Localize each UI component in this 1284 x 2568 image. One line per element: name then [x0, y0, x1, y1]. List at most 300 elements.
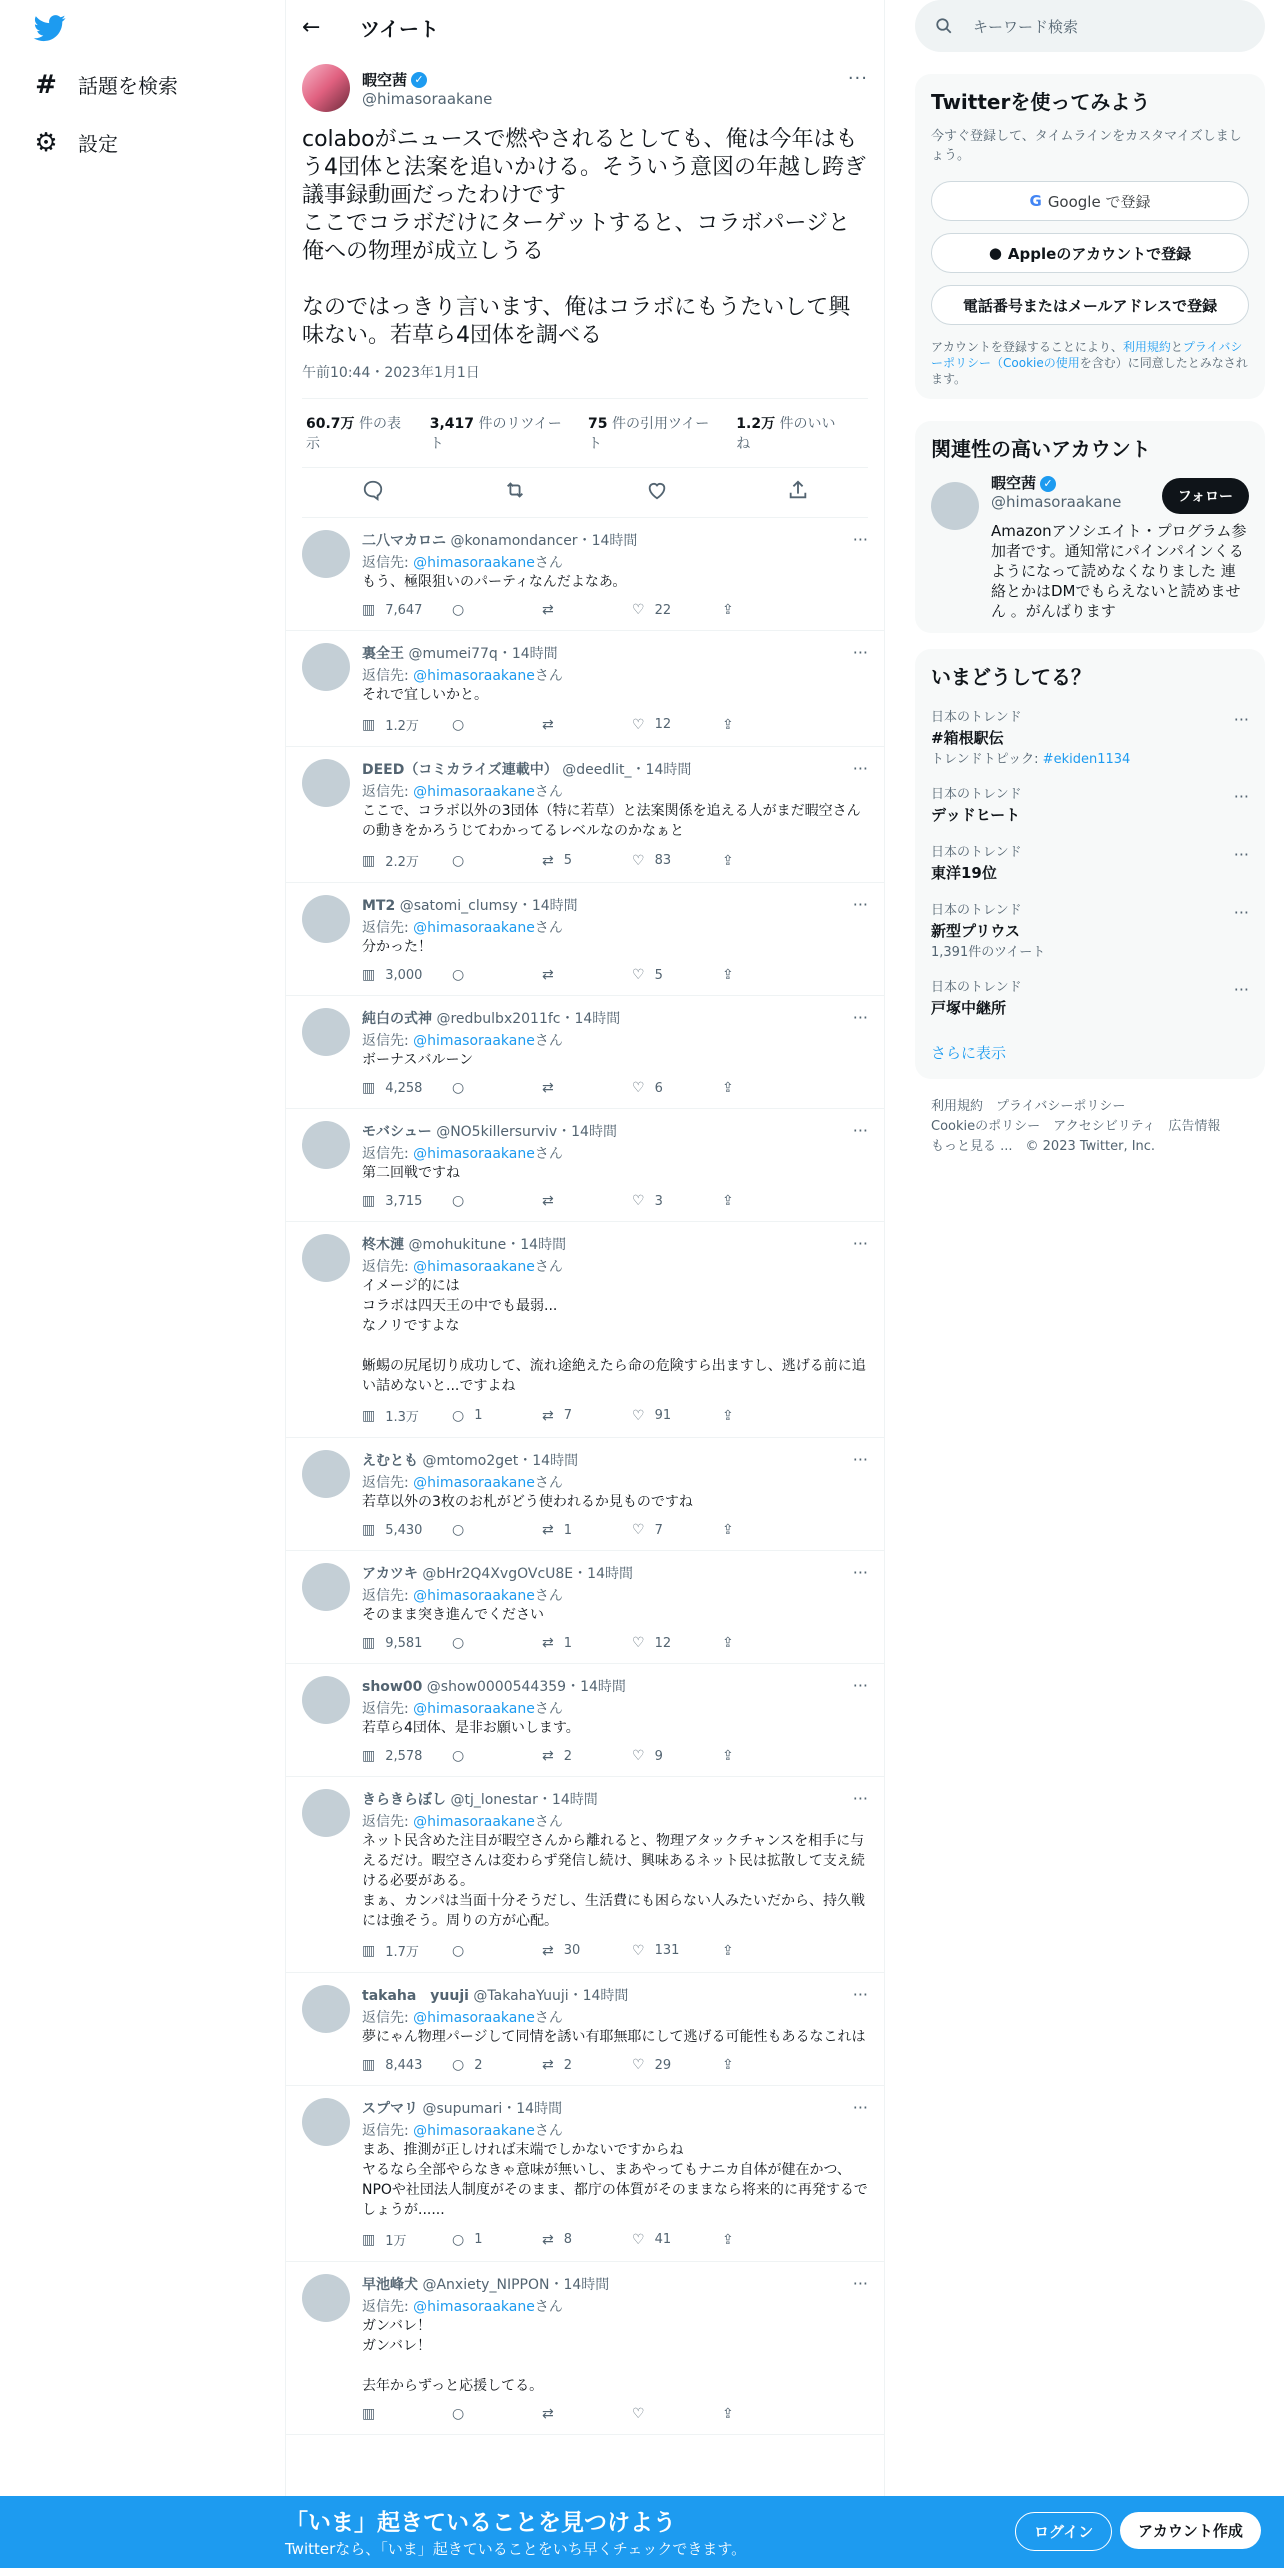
analytics-icon: ▥	[362, 1942, 376, 1959]
reply-tweet[interactable]: ··· takaha yuuji @TakahaYuuji・14時間 返信先: @himasoraakaneさん 夢にゃん物理パージして同情を誘い有耶無耶にして逃げる可能性もあるなこれは ▥ 8,443 ○ 2 ⇄ 2 ♡ 29 ⇪	[286, 1973, 884, 2086]
retweet-action[interactable]	[542, 602, 632, 618]
retweet-action[interactable]: ⇄ 1	[542, 1522, 573, 1538]
account-card[interactable]	[931, 472, 1249, 621]
reply-author-name[interactable]: スプマリ	[362, 2101, 418, 2117]
like-icon: ♡	[632, 967, 645, 983]
account-name[interactable]: 暇空茜	[991, 474, 1037, 492]
reply-time[interactable]: 14時間	[582, 1988, 629, 2004]
tweet-text: colaboがニュースで燃やされるとしても、俺は今年はもう4団体と法案を追いかける。そういう意図の年越し跨ぎ議事録動画だったわけです ここでコラボだけにターゲットすると、コラボパージと俺への物理が成立しうる なのではっきり言います、俺はコラボにもうたいして興味ない。若草ら4団体を調べる	[302, 127, 866, 348]
avatar[interactable]	[302, 1985, 350, 2033]
more-options-icon[interactable]: ···	[1233, 787, 1249, 806]
mention-link[interactable]: @himasoraakane	[413, 2123, 535, 2139]
reply-action[interactable]	[452, 967, 542, 983]
more-options-icon[interactable]: ···	[852, 1563, 868, 1582]
like-icon: ♡	[632, 602, 645, 618]
share-action[interactable]	[722, 851, 812, 870]
analytics-icon: ▥	[362, 967, 376, 983]
reply-author-handle[interactable]: @bHr2Q4XvgOVcU8E	[422, 1566, 574, 1582]
twitter-logo-icon[interactable]	[32, 12, 68, 44]
footer-line[interactable]: Cookieのポリシー アクセシビリティ 広告情報	[931, 1119, 1221, 1134]
reply-action[interactable]	[452, 2406, 542, 2422]
more-options-icon[interactable]: ···	[1233, 903, 1249, 922]
reply-action[interactable]: ○ 1	[452, 1407, 483, 1424]
share-action[interactable]	[722, 1406, 812, 1425]
more-options-icon[interactable]: ···	[847, 68, 868, 89]
reply-icon: ○	[452, 1635, 465, 1651]
avatar[interactable]	[302, 895, 350, 943]
avatar[interactable]	[302, 1008, 350, 1056]
mention-link[interactable]: @himasoraakane	[413, 1814, 535, 1830]
reply-icon: ○	[452, 1407, 465, 1424]
more-options-icon[interactable]: ···	[852, 1789, 868, 1808]
reply-to: 返信先: @himasoraakaneさん	[362, 668, 563, 684]
signup-sub: 今すぐ登録して、タイムラインをカスタマイズしましょう。	[931, 129, 1242, 163]
reply-author-name[interactable]: 柊木漣	[362, 1237, 404, 1253]
more-options-icon[interactable]: ···	[852, 1008, 868, 1027]
retweet-icon: ⇄	[542, 1407, 554, 1424]
reply-text: そのまま突き進んでください	[362, 1607, 544, 1623]
avatar[interactable]	[302, 530, 350, 578]
retweet-action[interactable]: ⇄ 30	[542, 1942, 581, 1959]
share-icon: ⇪	[722, 2057, 734, 2073]
trends-title: いまどうしてる？	[931, 665, 1091, 689]
share-icon: ⇪	[722, 1522, 734, 1538]
like-icon: ♡	[632, 1748, 645, 1764]
avatar[interactable]	[302, 2098, 350, 2146]
more-options-icon[interactable]: ···	[1233, 845, 1249, 864]
share-action[interactable]	[722, 2230, 812, 2249]
share-action[interactable]	[722, 2057, 812, 2073]
search-input[interactable]	[915, 0, 1265, 52]
like-action[interactable]: ♡ 91	[632, 1407, 672, 1424]
analytics-icon: ▥	[362, 852, 376, 869]
reply-time[interactable]: 14時間	[580, 1679, 626, 1695]
reply-author-handle[interactable]: @konamondancer	[450, 533, 578, 549]
google-icon: G	[1029, 192, 1042, 210]
trend-meta: 日本のトレンド	[931, 903, 1022, 918]
retweet-icon: ⇄	[542, 1080, 554, 1096]
stat-likes[interactable]: 1.2万 件のいいね	[736, 416, 836, 452]
share-icon: ⇪	[722, 1407, 734, 1424]
retweet-icon[interactable]	[503, 479, 527, 506]
reply-time[interactable]: 14時間	[587, 1566, 633, 1582]
like-action[interactable]: ♡ 41	[632, 2231, 672, 2248]
more-options-icon[interactable]: ···	[1233, 980, 1249, 999]
share-action[interactable]	[722, 1748, 812, 1764]
reply-time[interactable]: 14時間	[551, 1792, 598, 1808]
views-action[interactable]: ▥ 7,647	[362, 602, 423, 618]
terms-link[interactable]: 利用規約	[1122, 340, 1171, 354]
retweet-action[interactable]: ⇄ 2	[542, 2057, 573, 2073]
trend-meta: 日本のトレンド	[931, 710, 1022, 725]
retweet-action[interactable]: ⇄ 2	[542, 1748, 573, 1764]
views-action[interactable]: ▥ 1.2万	[362, 716, 419, 734]
like-action[interactable]: ♡ 22	[632, 602, 672, 618]
more-options-icon[interactable]: ···	[852, 643, 868, 662]
reply-author-name[interactable]: 二八マカロニ	[362, 533, 446, 549]
reply-tweet[interactable]: ··· DEED（コミカライズ連載中） @deedlit_・14時間 返信先: @himasoraakaneさん ここで、コラボ以外の3団体（特に若草）と法案関係を追える人がまだ暇空さんの動きをかろうじてわかってるレベルなのかなぁと ▥ 2.2万 ○ ⇄ 5 ♡ 83 ⇪	[286, 747, 884, 883]
trend-item[interactable]	[931, 706, 1249, 767]
reply-action[interactable]	[452, 715, 542, 734]
share-icon: ⇪	[722, 967, 734, 983]
more-options-icon[interactable]: ···	[852, 895, 868, 914]
footer-line[interactable]: もっと見る ... © 2023 Twitter, Inc.	[931, 1139, 1156, 1154]
reply-icon[interactable]	[362, 479, 384, 506]
retweet-action[interactable]	[542, 1193, 632, 1209]
reply-action[interactable]	[452, 851, 542, 870]
like-icon[interactable]	[646, 479, 668, 506]
share-action[interactable]	[722, 1522, 812, 1538]
apple-signup-button[interactable]: ● Appleのアカウントで登録	[931, 233, 1249, 273]
reply-action[interactable]	[452, 602, 542, 618]
like-action[interactable]: ♡ 12	[632, 716, 672, 733]
reply-time[interactable]: 14時間	[571, 1124, 617, 1140]
reply-icon: ○	[452, 2406, 465, 2422]
more-options-icon[interactable]: ···	[852, 1234, 868, 1253]
reply-icon: ○	[452, 852, 465, 869]
views-action[interactable]	[362, 2406, 452, 2422]
reply-tweet[interactable]: ··· 早池峰犬 @Anxiety_NIPPON・14時間 返信先: @himasoraakaneさん ガンバレ！ ガンバレ！ 去年からずっと応援してる。 ▥ ○ ⇄ ♡ ⇪	[286, 2262, 884, 2435]
privacy-link[interactable]: プライバシーポリシー（Cookieの使用	[931, 340, 1243, 370]
avatar[interactable]	[302, 759, 350, 807]
reply-tweet[interactable]: ··· スプマリ @supumari・14時間 返信先: @himasoraakaneさん まあ、推測が正しければ末端でしかないですからね ヤるなら全部やらなきゃ意味が無いし、まあやってもナニカ自体が健在かつ、NPOや社団法人制度がそのまま、都庁の体質がそのままなら将来的に再発するでしょうが...... ▥ 1万 ○ 1 ⇄ 8 ♡ 41 ⇪	[286, 2086, 884, 2262]
views-action[interactable]: ▥ 5,430	[362, 1522, 423, 1538]
analytics-icon: ▥	[362, 716, 376, 733]
apple-icon: ●	[988, 244, 1002, 262]
reply-icon: ○	[452, 1080, 465, 1096]
reply-text: ガンバレ！ ガンバレ！ 去年からずっと応援してる。	[362, 2318, 544, 2394]
reply-time[interactable]: 14時間	[645, 762, 692, 778]
reply-icon: ○	[452, 1942, 465, 1959]
show-more-link[interactable]: さらに表示	[931, 1044, 1007, 1062]
reply-author-name[interactable]: DEED（コミカライズ連載中）	[362, 762, 558, 778]
reply-action[interactable]	[452, 1080, 542, 1096]
more-options-icon[interactable]: ···	[852, 2274, 868, 2293]
reply-to: 返信先: @himasoraakaneさん	[362, 1146, 563, 1162]
reply-author-name[interactable]: えむとも	[362, 1453, 418, 1469]
views-action[interactable]: ▥ 2,578	[362, 1748, 423, 1764]
share-icon: ⇪	[722, 1080, 734, 1096]
like-action[interactable]: ♡ 3	[632, 1193, 663, 1209]
like-icon: ♡	[632, 716, 645, 733]
bottom-bar-subtitle: Twitterなら、「いま」起きていることをいち早くチェックできます。	[285, 2540, 747, 2558]
reply-author-handle[interactable]: @Anxiety_NIPPON	[422, 2277, 550, 2293]
trend-item[interactable]	[931, 976, 1249, 1018]
reply-time[interactable]: 14時間	[591, 533, 638, 549]
trend-item[interactable]	[931, 783, 1249, 825]
share-icon[interactable]	[787, 479, 809, 506]
like-action[interactable]: ♡ 83	[632, 852, 672, 869]
share-action[interactable]	[722, 602, 812, 618]
analytics-icon: ▥	[362, 1635, 376, 1651]
reply-tweet[interactable]: ··· アカツキ @bHr2Q4XvgOVcU8E・14時間 返信先: @himasoraakaneさん そのまま突き進んでください ▥ 9,581 ○ ⇄ 1 ♡ 12 ⇪	[286, 1551, 884, 1664]
trend-item[interactable]	[931, 841, 1249, 883]
page-title: ツイート	[360, 16, 439, 41]
reply-author-handle[interactable]: @mohukitune	[408, 1237, 507, 1253]
avatar[interactable]	[302, 1563, 350, 1611]
reply-author-handle[interactable]: @supumari	[422, 2101, 503, 2117]
analytics-icon: ▥	[362, 602, 376, 618]
retweet-action[interactable]: ⇄ 7	[542, 1407, 573, 1424]
back-arrow-icon[interactable]: ←	[302, 14, 321, 40]
gear-icon: ⚙	[34, 127, 58, 158]
reply-to: 返信先: @himasoraakaneさん	[362, 784, 563, 800]
reply-icon: ○	[452, 2231, 465, 2248]
views-action[interactable]: ▥ 2.2万	[362, 852, 419, 870]
signup-button[interactable]: アカウント作成	[1120, 2512, 1261, 2549]
reply-icon: ○	[452, 1522, 465, 1538]
reply-time[interactable]: 14時間	[516, 2101, 563, 2117]
avatar[interactable]	[302, 1450, 350, 1498]
retweet-icon: ⇄	[542, 716, 554, 733]
reply-author-name[interactable]: モバシュー	[362, 1124, 432, 1140]
reply-actions	[362, 1941, 868, 1960]
reply-author-name[interactable]: きらきらぼし	[362, 1792, 446, 1808]
like-icon: ♡	[632, 1522, 645, 1538]
like-action[interactable]: ♡ 5	[632, 967, 663, 983]
mention-link[interactable]: @himasoraakane	[413, 555, 535, 571]
more-options-icon[interactable]: ···	[852, 1985, 868, 2004]
stat-quotes[interactable]: 75 件の引用ツイート	[588, 416, 710, 452]
more-options-icon[interactable]: ···	[852, 1450, 868, 1469]
retweet-action[interactable]	[542, 715, 632, 734]
reply-text: 若草ら4団体、是非お願いします。	[362, 1720, 580, 1736]
reply-time[interactable]: 14時間	[532, 1453, 579, 1469]
stat-views[interactable]: 60.7万 件の表示	[306, 416, 401, 452]
share-action[interactable]	[722, 1080, 812, 1096]
like-action[interactable]: ♡ 6	[632, 1080, 663, 1096]
reply-author-name[interactable]: 早池峰犬	[362, 2277, 418, 2293]
reply-text: まあ、推測が正しければ末端でしかないですからね ヤるなら全部やらなきゃ意味が無いし、まあやってもナニカ自体が健在かつ、NPOや社団法人制度がそのまま、都庁の体質がそのままなら将来的に再発するでしょうが......	[362, 2142, 868, 2218]
trend-extra: トレンドトピック: #ekiden1134	[931, 752, 1131, 767]
reply-tweet[interactable]: ··· 二八マカロニ @konamondancer・14時間 返信先: @himasoraakaneさん もう、極限狙いのパーティなんだよなあ。 ▥ 7,647 ○ ⇄ ♡ 22 ⇪	[286, 518, 884, 631]
reply-author-name[interactable]: 裏全王	[362, 646, 404, 662]
share-action[interactable]	[722, 967, 812, 983]
reply-actions	[362, 1080, 868, 1096]
reply-time[interactable]: 14時間	[574, 1011, 621, 1027]
related-title: 関連性の高いアカウント	[931, 437, 1151, 461]
trend-item[interactable]	[931, 899, 1249, 960]
reply-actions	[362, 2406, 868, 2422]
left-nav	[0, 0, 285, 2568]
share-icon: ⇪	[722, 1193, 734, 1209]
retweet-action[interactable]	[542, 1080, 632, 1096]
reply-action[interactable]	[452, 1522, 542, 1538]
avatar[interactable]	[931, 482, 979, 530]
like-action[interactable]: ♡ 12	[632, 1635, 672, 1651]
trend-name: 戸塚中継所	[931, 999, 1007, 1017]
more-options-icon[interactable]: ···	[852, 759, 868, 778]
avatar[interactable]	[302, 1234, 350, 1282]
retweet-icon: ⇄	[542, 602, 554, 618]
reply-author-handle[interactable]: @show0000544359	[426, 1679, 567, 1695]
more-options-icon[interactable]: ···	[852, 2098, 868, 2117]
more-options-icon[interactable]: ···	[1233, 710, 1249, 729]
mention-link[interactable]: @himasoraakane	[413, 1701, 535, 1717]
views-action[interactable]: ▥ 1.3万	[362, 1407, 419, 1425]
reply-action[interactable]: ○ 1	[452, 2231, 483, 2248]
reply-author-handle[interactable]: @TakahaYuuji	[473, 1988, 569, 2004]
views-action[interactable]: ▥ 1.7万	[362, 1942, 419, 1960]
share-action[interactable]	[722, 1941, 812, 1960]
reply-to: 返信先: @himasoraakaneさん	[362, 920, 563, 936]
google-signup-button[interactable]: G Google で登録	[931, 181, 1249, 221]
mention-link[interactable]: @himasoraakane	[413, 920, 535, 936]
trends-list	[931, 706, 1249, 1018]
views-action[interactable]: ▥ 3,715	[362, 1193, 423, 1209]
phone-signup-button[interactable]: 電話番号またはメールアドレスで登録	[931, 285, 1249, 325]
trend-meta: 日本のトレンド	[931, 845, 1022, 860]
reply-time[interactable]: 14時間	[563, 2277, 610, 2293]
reply-author-handle[interactable]: @satomi_clumsy	[399, 898, 518, 914]
share-action[interactable]	[722, 1635, 812, 1651]
like-icon: ♡	[632, 2231, 645, 2248]
reply-icon: ○	[452, 2057, 465, 2073]
mention-link[interactable]: @himasoraakane	[413, 784, 535, 800]
reply-tweet[interactable]: ··· きらきらぼし @tj_lonestar・14時間 返信先: @himasoraakaneさん ネット民含めた注目が暇空さんから離れると、物理アタックチャンスを相手に与えるだけ。暇空さんは変わらず発信し続け、興味あるネット民は拡散して支え続ける必要がある。 まぁ、カンパは当面十分そうだし、生活費にも困らない人みたいだから、持久戦には強そう。周りの方が心配。 ▥ 1.7万 ○ ⇄ 30 ♡ 131 ⇪	[286, 1777, 884, 1973]
analytics-icon: ▥	[362, 1080, 376, 1096]
like-action[interactable]	[632, 2406, 722, 2422]
verified-icon: ✓	[1040, 476, 1056, 492]
reply-action[interactable]	[452, 1941, 542, 1960]
like-action[interactable]: ♡ 7	[632, 1522, 663, 1538]
footer-line[interactable]: 利用規約 プライバシーポリシー	[931, 1099, 1126, 1114]
views-action[interactable]: ▥ 4,258	[362, 1080, 423, 1096]
header	[286, 0, 884, 54]
main-column	[285, 0, 885, 2568]
reply-tweet[interactable]: ··· 裏全王 @mumei77q・14時間 返信先: @himasoraakaneさん それで宜しいかと。 ▥ 1.2万 ○ ⇄ ♡ 12 ⇪	[286, 631, 884, 747]
hashtag-icon: #	[35, 69, 57, 100]
views-action[interactable]: ▥ 1万	[362, 2231, 407, 2249]
avatar[interactable]	[302, 643, 350, 691]
views-action[interactable]: ▥ 9,581	[362, 1635, 423, 1651]
reply-to: 返信先: @himasoraakaneさん	[362, 555, 563, 571]
account-handle[interactable]: @himasoraakane	[991, 493, 1122, 511]
login-button[interactable]: ログイン	[1015, 2512, 1112, 2551]
like-action[interactable]: ♡ 29	[632, 2057, 672, 2073]
retweet-action[interactable]	[542, 2406, 632, 2422]
retweet-icon: ⇄	[542, 1635, 554, 1651]
reply-author-handle[interactable]: @mtomo2get	[422, 1453, 519, 1469]
analytics-icon: ▥	[362, 2231, 376, 2248]
reply-tweet[interactable]: ··· 純白の式神 @redbulbx2011fc・14時間 返信先: @himasoraakaneさん ボーナスバルーン ▥ 4,258 ○ ⇄ ♡ 6 ⇪	[286, 996, 884, 1109]
stat-retweets[interactable]: 3,417 件のリツイート	[429, 416, 562, 452]
reply-icon: ○	[452, 716, 465, 733]
mention-link[interactable]: @himasoraakane	[413, 2010, 535, 2026]
retweet-action[interactable]	[542, 967, 632, 983]
reply-action[interactable]	[452, 1635, 542, 1651]
avatar[interactable]	[302, 64, 350, 112]
retweet-action[interactable]: ⇄ 1	[542, 1635, 573, 1651]
more-options-icon[interactable]: ···	[852, 530, 868, 549]
trend-name: 東洋19位	[931, 864, 997, 882]
reply-author-name[interactable]: MT2	[362, 898, 396, 914]
reply-actions	[362, 715, 868, 734]
reply-action[interactable]	[452, 1748, 542, 1764]
verified-icon: ✓	[411, 72, 427, 88]
like-icon: ♡	[632, 1080, 645, 1096]
reply-author-handle[interactable]: @redbulbx2011fc	[436, 1011, 561, 1027]
reply-to: 返信先: @himasoraakaneさん	[362, 1033, 563, 1049]
reply-time[interactable]: 14時間	[511, 646, 558, 662]
avatar[interactable]	[302, 1121, 350, 1169]
footer	[915, 1097, 1265, 1157]
views-action[interactable]: ▥ 8,443	[362, 2057, 423, 2073]
reply-time[interactable]: 14時間	[520, 1237, 567, 1253]
reply-tweet[interactable]: ··· モバシュー @NO5killersurviv・14時間 返信先: @himasoraakaneさん 第二回戦ですね ▥ 3,715 ○ ⇄ ♡ 3 ⇪	[286, 1109, 884, 1222]
share-action[interactable]	[722, 715, 812, 734]
views-action[interactable]: ▥ 3,000	[362, 967, 423, 983]
share-action[interactable]	[722, 2406, 812, 2422]
follow-button[interactable]: フォロー	[1162, 478, 1249, 514]
reply-tweet[interactable]: ··· MT2 @satomi_clumsy・14時間 返信先: @himasoraakaneさん 分かった！ ▥ 3,000 ○ ⇄ ♡ 5 ⇪	[286, 883, 884, 996]
mention-link[interactable]: @himasoraakane	[413, 2299, 535, 2315]
retweet-action[interactable]: ⇄ 8	[542, 2231, 573, 2248]
reply-tweet[interactable]: ··· show00 @show0000544359・14時間 返信先: @himasoraakaneさん 若草ら4団体、是非お願いします。 ▥ 2,578 ○ ⇄ 2 ♡ 9 ⇪	[286, 1664, 884, 1777]
retweet-icon: ⇄	[542, 2057, 554, 2073]
author-name[interactable]: 暇空茜	[362, 70, 408, 89]
like-action[interactable]: ♡ 9	[632, 1748, 663, 1764]
tweet-timestamp[interactable]: 午前10:44・2023年1月1日	[302, 362, 868, 399]
reply-author-name[interactable]: 純白の式神	[362, 1011, 432, 1027]
more-options-icon[interactable]: ···	[852, 1121, 868, 1140]
reply-action[interactable]: ○ 2	[452, 2057, 483, 2073]
like-icon: ♡	[632, 1407, 645, 1424]
mention-link[interactable]: @himasoraakane	[413, 1588, 535, 1604]
trend-name: デッドヒート	[931, 806, 1021, 824]
mention-link[interactable]: @himasoraakane	[413, 1033, 535, 1049]
avatar[interactable]	[302, 2274, 350, 2322]
share-icon: ⇪	[722, 1942, 734, 1959]
reply-action[interactable]	[452, 1193, 542, 1209]
like-action[interactable]: ♡ 131	[632, 1942, 680, 1959]
related-accounts	[915, 421, 1265, 633]
trend-meta: 日本のトレンド	[931, 980, 1022, 995]
mention-link[interactable]: @himasoraakane	[413, 1475, 535, 1491]
reply-author-name[interactable]: takaha yuuji	[362, 1988, 469, 2004]
reply-tweet[interactable]: ··· えむとも @mtomo2get・14時間 返信先: @himasoraakaneさん 若草以外の3枚のお札がどう使われるか見ものですね ▥ 5,430 ○ ⇄ 1 ♡ 7 ⇪	[286, 1438, 884, 1551]
reply-author-handle[interactable]: @deedlit_	[562, 762, 632, 778]
focal-tweet	[286, 54, 884, 518]
avatar[interactable]	[302, 1789, 350, 1837]
nav-explore-label: 話題を検索	[78, 74, 178, 98]
analytics-icon: ▥	[362, 1193, 376, 1209]
more-options-icon[interactable]: ···	[852, 1676, 868, 1695]
reply-time[interactable]: 14時間	[531, 898, 578, 914]
mention-link[interactable]: @himasoraakane	[413, 1259, 535, 1275]
reply-tweet[interactable]: ··· 柊木漣 @mohukitune・14時間 返信先: @himasoraakaneさん イメージ的には コラボは四天王の中でも最弱... なノリですよな 蜥蜴の尻尾切り成功して、流れ途絶えたら命の危険すら出ますし、逃げる前に追い詰めないと...ですよね ▥ 1.3万 ○ 1 ⇄ 7 ♡ 91 ⇪	[286, 1222, 884, 1438]
reply-actions	[362, 1748, 868, 1764]
reply-author-handle[interactable]: @tj_lonestar	[450, 1792, 538, 1808]
nav-explore[interactable]	[32, 70, 178, 99]
avatar[interactable]	[302, 1676, 350, 1724]
reply-author-name[interactable]: show00	[362, 1679, 423, 1695]
reply-to: 返信先: @himasoraakaneさん	[362, 1814, 563, 1830]
author-handle[interactable]: @himasoraakane	[362, 89, 493, 108]
reply-author-handle[interactable]: @mumei77q	[408, 646, 498, 662]
mention-link[interactable]: @himasoraakane	[413, 668, 535, 684]
reply-text: 分かった！	[362, 939, 432, 955]
reply-text: もう、極限狙いのパーティなんだよなあ。	[362, 574, 627, 590]
reply-author-name[interactable]: アカツキ	[362, 1566, 418, 1582]
nav-settings[interactable]	[32, 128, 118, 157]
retweet-action[interactable]: ⇄ 5	[542, 852, 573, 869]
like-icon: ♡	[632, 1942, 645, 1959]
share-action[interactable]	[722, 1193, 812, 1209]
mention-link[interactable]: @himasoraakane	[413, 1146, 535, 1162]
analytics-icon: ▥	[362, 1407, 376, 1424]
reply-author-handle[interactable]: @NO5killersurviv	[436, 1124, 558, 1140]
